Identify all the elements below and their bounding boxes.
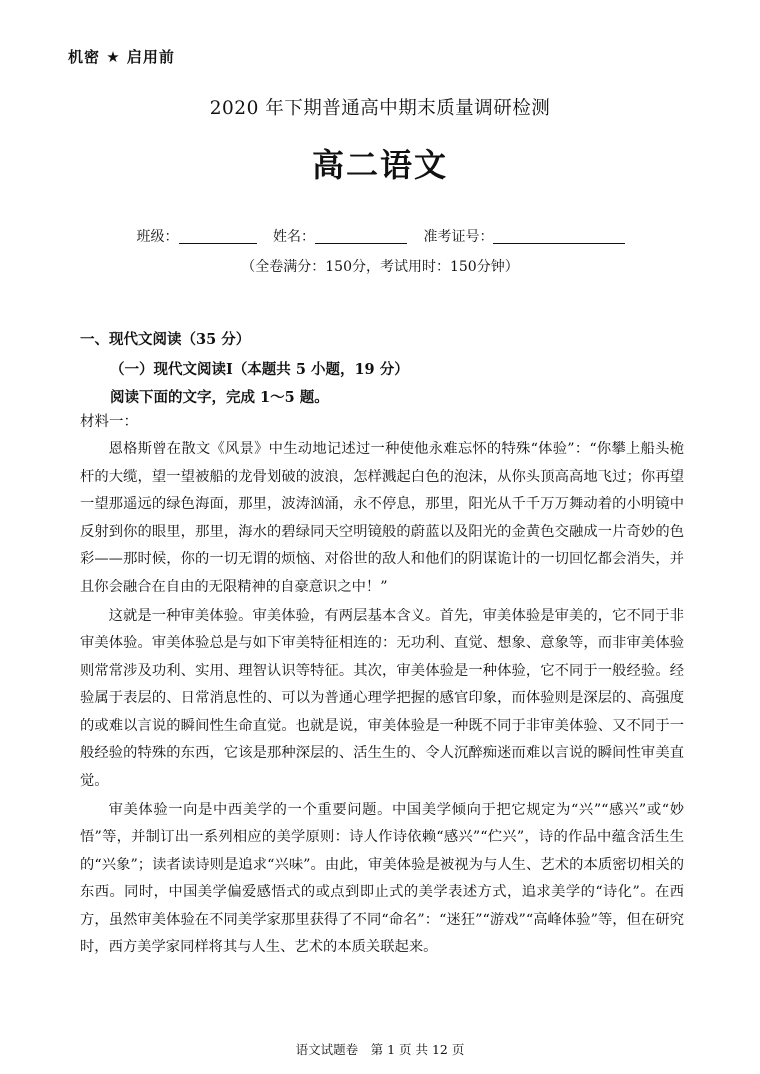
exam-title: 2020 年下期普通高中期末质量调研检测 xyxy=(209,98,551,119)
subject-title: 高二语文 xyxy=(311,146,448,184)
student-info-line xyxy=(0,226,760,246)
name-field[interactable] xyxy=(315,229,407,244)
exam-number-field[interactable] xyxy=(493,229,625,244)
material-label: 材料一： xyxy=(80,414,138,430)
score-note: （全卷满分：150分，考试用时：150分钟） xyxy=(241,259,519,275)
section-title: 一、现代文阅读（35 分） xyxy=(80,331,251,348)
name-label: 姓名： xyxy=(273,229,315,245)
paragraph: 恩格斯曾在散文《风景》中生动地记述过一种使他永难忘怀的特殊“体验”：“你攀上船头桅杆的大缆，望一望被船的龙骨划破的波浪，怎样溅起白色的泡沫，从你头顶高高地飞过；你再望一望那遥远的绿色海面，那里，波涛汹涌，永不停息，那里，阳光从千千万万舞动着的小明镜中反射到你的眼里，那里，海水的碧绿同天空明镜般的蔚蓝以及阳光的金黄色交融成一片奇妙的色彩——那时候，你的一切无谓的烦恼、对俗世的敌人和他们的阴谋诡计的一切回忆都会消失，并且你会融合在自由的无限精神的自豪意识之中！” xyxy=(80,441,684,595)
paragraph: 这就是一种审美体验。审美体验，有两层基本含义。首先，审美体验是审美的，它不同于非审美体验。审美体验总是与如下审美特征相连的：无功利、直觉、想象、意象等，而非审美体验则常常涉及功利、实用、理智认识等特征。其次，审美体验是一种体验，它不同于一般经验。经验属于表层的、日常消息性的、可以为普通心理学把握的感官印象，而体验则是深层的、高强度的或难以言说的瞬间性生命直觉。也就是说，审美体验是一种既不同于非审美体验、又不同于一般经验的特殊的东西，它该是那种深层的、活生生的、令人沉醉痴迷而难以言说的瞬间性审美直觉。 xyxy=(80,607,684,789)
section-subtitle: （一）现代文阅读Ⅰ（本题共 5 小题，19 分） xyxy=(110,361,409,378)
paragraph: 审美体验一向是中西美学的一个重要问题。中国美学倾向于把它规定为“兴”“感兴”或“妙悟”等，并制订出一系列相应的美学原则：诗人作诗依赖“感兴”“伫兴”，诗的作品中蕴含活生生的“兴象”；读者读诗则是追求“兴味”。由此，审美体验是被视为与人生、艺术的本质密切相关的东西。同时，中国美学偏爱感悟式的或点到即止式的美学表述方式，追求美学的“诗化”。在西方，虽然审美体验在不同美学家那里获得了不同“命名”：“迷狂”“游戏”“高峰体验”等，但在研究时，西方美学家同样将其与人生、艺术的本质关联起来。 xyxy=(80,801,684,955)
confidential-mark: 机密 ★ 启用前 xyxy=(68,48,175,66)
class-field[interactable] xyxy=(179,229,257,244)
reading-instruction: 阅读下面的文字，完成 1～5 题。 xyxy=(110,389,329,406)
exam-number-label: 准考证号： xyxy=(423,229,494,245)
class-label: 班级： xyxy=(136,229,179,245)
page-footer: 语文试题卷 第 1 页 共 12 页 xyxy=(295,1042,465,1057)
reading-passage xyxy=(80,436,684,963)
